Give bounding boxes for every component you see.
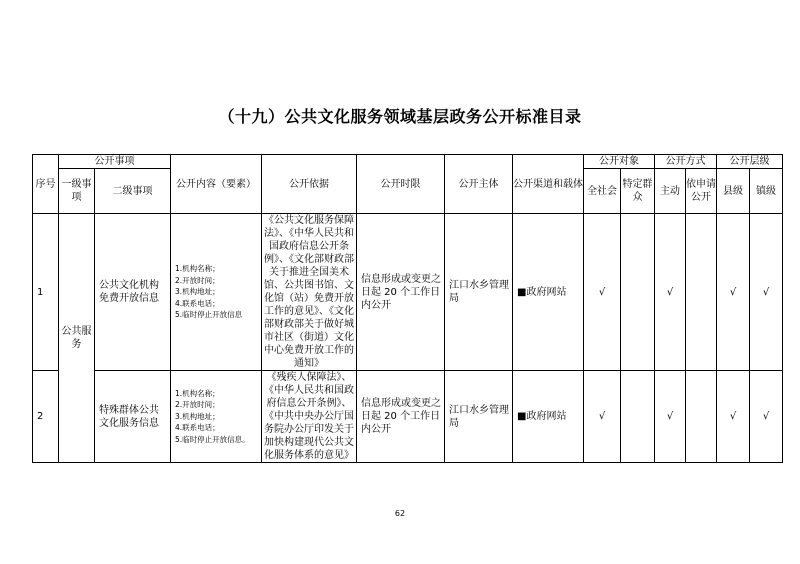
row-level2: 特殊群体公共文化服务信息 — [95, 371, 171, 463]
content-item: 5.临时停止开放信息 — [175, 310, 243, 320]
row-channel: ■政府网站 — [513, 214, 584, 371]
content-item: 1.机构名称； — [175, 264, 220, 274]
row-time: 信息形成或变更之日起 20 个工作日内公开 — [357, 214, 445, 371]
header-seq: 序号 — [33, 155, 59, 214]
header-target: 公开对象 — [584, 155, 655, 169]
row-society: √ — [584, 214, 621, 371]
row-active: √ — [655, 371, 686, 463]
row-subject: 江口水乡管理局 — [445, 371, 513, 463]
row-specific — [621, 371, 655, 463]
content-item: 3.机构地址； — [175, 287, 220, 297]
row-channel: ■政府网站 — [513, 371, 584, 463]
row-time: 信息形成或变更之日起 20 个工作日内公开 — [357, 371, 445, 463]
content-item: 3.机构地址； — [175, 411, 220, 421]
row-county: √ — [717, 214, 750, 371]
row-on-request — [686, 214, 717, 371]
header-matters: 公开事项 — [59, 155, 171, 169]
content-item: 1.机构名称； — [175, 388, 220, 398]
header-active: 主动 — [655, 169, 686, 214]
header-method: 公开方式 — [655, 155, 717, 169]
row-active: √ — [655, 214, 686, 371]
header-specific: 特定群众 — [621, 169, 655, 214]
page-title: （十九）公共文化服务领域基层政务公开标准目录 — [218, 107, 582, 126]
row-content — [171, 214, 262, 371]
header-level2: 二级事项 — [95, 169, 171, 214]
row-society: √ — [584, 371, 621, 463]
row-basis: 《公共文化服务保障法》、《中华人民共和国政府信息公开条例》、《文化部财政部关于推进全国美术馆、公共图书馆、文化馆（站）免费开放工作的意见》、《文化部财政部关于做好城市社区（街道）文化中心免费开放工作的通知》 — [262, 214, 357, 371]
header-time: 公开时限 — [357, 155, 445, 214]
header-town: 镇级 — [750, 169, 783, 214]
content-item: 2.开放时间； — [175, 400, 220, 410]
content-item: 5.临时停止开放信息。 — [175, 434, 250, 444]
header-on-request: 依申请公开 — [686, 169, 717, 214]
header-subject: 公开主体 — [445, 155, 513, 214]
page-number: 62 — [394, 509, 406, 518]
row-basis: 《残疾人保障法》、《中华人民共和国政府信息公开条例》、《中共中央办公厅国务院办公厅印发关于加快构建现代公共文化服务体系的意见》 — [262, 371, 357, 463]
table-row — [33, 214, 783, 371]
content-item: 4.联系电话； — [175, 423, 220, 433]
content-item: 2.开放时间； — [175, 275, 220, 285]
row-town: √ — [750, 371, 783, 463]
row-seq: 1 — [33, 214, 59, 371]
header-row-1 — [33, 155, 783, 169]
row-seq: 2 — [33, 371, 59, 463]
header-society: 全社会 — [584, 169, 621, 214]
header-channel: 公开渠道和载体 — [513, 155, 584, 214]
row-content — [171, 371, 262, 463]
header-content: 公开内容（要素） — [171, 155, 262, 214]
row-county: √ — [717, 371, 750, 463]
header-county: 县级 — [717, 169, 750, 214]
row-specific — [621, 214, 655, 371]
table-row — [33, 371, 783, 463]
catalog-table — [32, 154, 783, 463]
header-tier: 公开层级 — [717, 155, 783, 169]
header-basis: 公开依据 — [262, 155, 357, 214]
level1-item: 公共服务 — [59, 214, 95, 463]
row-level2: 公共文化机构免费开放信息 — [95, 214, 171, 371]
row-subject: 江口水乡管理局 — [445, 214, 513, 371]
content-item: 4.联系电话； — [175, 298, 220, 308]
row-on-request — [686, 371, 717, 463]
row-town: √ — [750, 214, 783, 371]
header-level1: 一级事项 — [59, 169, 95, 214]
